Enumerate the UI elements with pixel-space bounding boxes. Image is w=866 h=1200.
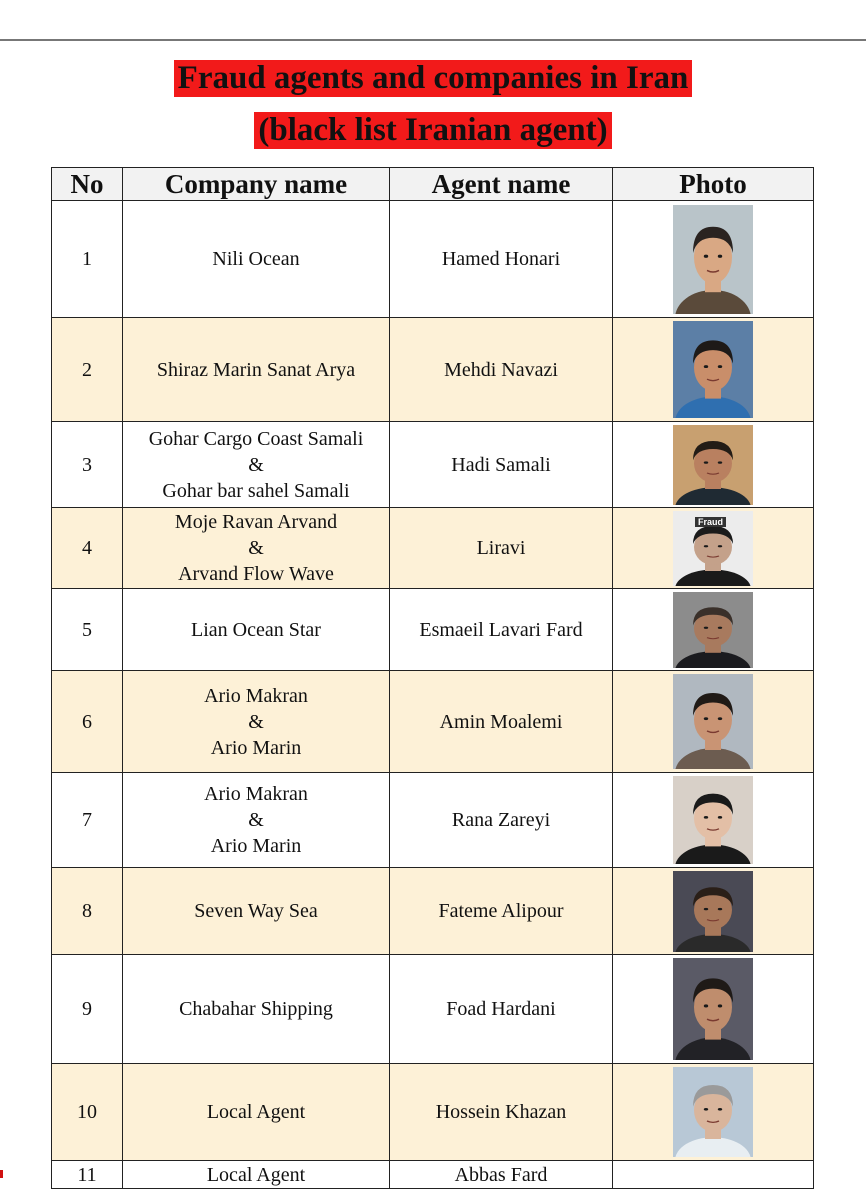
cell-agent-name: Liravi: [390, 508, 613, 589]
company-name-line: Moje Ravan Arvand: [174, 511, 338, 533]
company-name-line: &: [248, 809, 264, 831]
company-name-line: Arvand Flow Wave: [178, 563, 334, 585]
cell-photo: [613, 1064, 814, 1161]
company-name-line: Seven Way Sea: [194, 900, 318, 922]
cell-photo: [613, 868, 814, 955]
blacklist-table: [51, 167, 814, 1189]
cell-agent-name: Hadi Samali: [390, 422, 613, 508]
cell-company-name: [123, 773, 390, 868]
table-row: [52, 508, 814, 589]
cell-company-name: [123, 1161, 390, 1189]
photo-caption: Fraud: [695, 517, 726, 527]
cell-agent-name: Mehdi Navazi: [390, 318, 613, 422]
company-name-line: Ario Makran: [204, 783, 308, 805]
top-divider: [0, 39, 866, 41]
agent-photo: [673, 776, 753, 864]
header-photo: Photo: [613, 168, 814, 201]
cell-photo: [613, 955, 814, 1064]
cell-no: 8: [52, 868, 123, 955]
document-subtitle: (black list Iranian agent): [254, 112, 611, 149]
cell-no: 6: [52, 671, 123, 773]
cell-photo: [613, 1161, 814, 1189]
cell-agent-name: Hamed Honari: [390, 201, 613, 318]
cell-company-name: [123, 422, 390, 508]
table-header-row: [52, 168, 814, 201]
company-name-line: Gohar bar sahel Samali: [162, 479, 350, 502]
header-no: No: [52, 168, 123, 201]
table-row: [52, 671, 814, 773]
cell-no: 7: [52, 773, 123, 868]
company-name-line: &: [248, 710, 264, 733]
company-name-line: Local Agent: [206, 1101, 306, 1123]
cell-photo: [613, 422, 814, 508]
cell-no: 11: [52, 1161, 123, 1189]
table-row: [52, 868, 814, 955]
cell-agent-name: Foad Hardani: [390, 955, 613, 1064]
cell-company-name: [123, 955, 390, 1064]
cell-no: 2: [52, 318, 123, 422]
cell-no: 10: [52, 1064, 123, 1161]
cell-agent-name: Amin Moalemi: [390, 671, 613, 773]
cell-photo: [613, 671, 814, 773]
cell-company-name: [123, 868, 390, 955]
table-row: [52, 201, 814, 318]
cell-company-name: [123, 671, 390, 773]
document-title: Fraud agents and companies in Iran: [174, 60, 693, 97]
cell-no: 1: [52, 201, 123, 318]
table-body: [52, 201, 814, 1189]
cell-company-name: [123, 508, 390, 589]
company-name-line: Ario Marin: [210, 835, 302, 857]
header-agent-name: Agent name: [390, 168, 613, 201]
header-company-name: Company name: [123, 168, 390, 201]
cell-photo: [613, 508, 814, 589]
title-line-1-wrapper: [0, 60, 866, 97]
company-name-line: Local Agent: [206, 1163, 306, 1186]
agent-photo: [673, 592, 753, 668]
cell-photo: [613, 201, 814, 318]
agent-photo: [673, 511, 753, 586]
agent-photo: [673, 958, 753, 1060]
agent-photo: [673, 871, 753, 952]
cell-no: 3: [52, 422, 123, 508]
company-name-line: Shiraz Marin Sanat Arya: [156, 358, 356, 381]
table-row: [52, 318, 814, 422]
edge-mark: [0, 1170, 3, 1178]
cell-company-name: [123, 1064, 390, 1161]
company-name-line: Chabahar Shipping: [179, 998, 333, 1020]
table-row: [52, 422, 814, 508]
company-name-line: &: [248, 537, 264, 559]
cell-photo: [613, 318, 814, 422]
table-row: [52, 955, 814, 1064]
cell-company-name: [123, 318, 390, 422]
cell-photo: [613, 589, 814, 671]
table-row: [52, 773, 814, 868]
cell-photo: [613, 773, 814, 868]
cell-agent-name: Abbas Fard: [390, 1161, 613, 1189]
company-name-line: Ario Marin: [210, 736, 302, 759]
cell-agent-name: Rana Zareyi: [390, 773, 613, 868]
company-name-line: &: [248, 453, 264, 476]
cell-no: 9: [52, 955, 123, 1064]
company-name-line: Ario Makran: [204, 684, 308, 707]
table-row: [52, 1161, 814, 1189]
agent-photo: [673, 1067, 753, 1157]
agent-photo: [673, 205, 753, 314]
company-name-line: Lian Ocean Star: [191, 618, 321, 641]
title-line-2-wrapper: [0, 112, 866, 149]
cell-agent-name: Esmaeil Lavari Fard: [390, 589, 613, 671]
company-name-line: Nili Ocean: [212, 248, 300, 270]
company-name-line: Gohar Cargo Coast Samali: [148, 427, 364, 450]
agent-photo: [673, 425, 753, 505]
cell-no: 4: [52, 508, 123, 589]
table-row: [52, 589, 814, 671]
agent-photo: [673, 674, 753, 769]
agent-photo: [673, 321, 753, 418]
cell-company-name: [123, 201, 390, 318]
cell-agent-name: Hossein Khazan: [390, 1064, 613, 1161]
cell-no: 5: [52, 589, 123, 671]
cell-company-name: [123, 589, 390, 671]
table-row: [52, 1064, 814, 1161]
cell-agent-name: Fateme Alipour: [390, 868, 613, 955]
